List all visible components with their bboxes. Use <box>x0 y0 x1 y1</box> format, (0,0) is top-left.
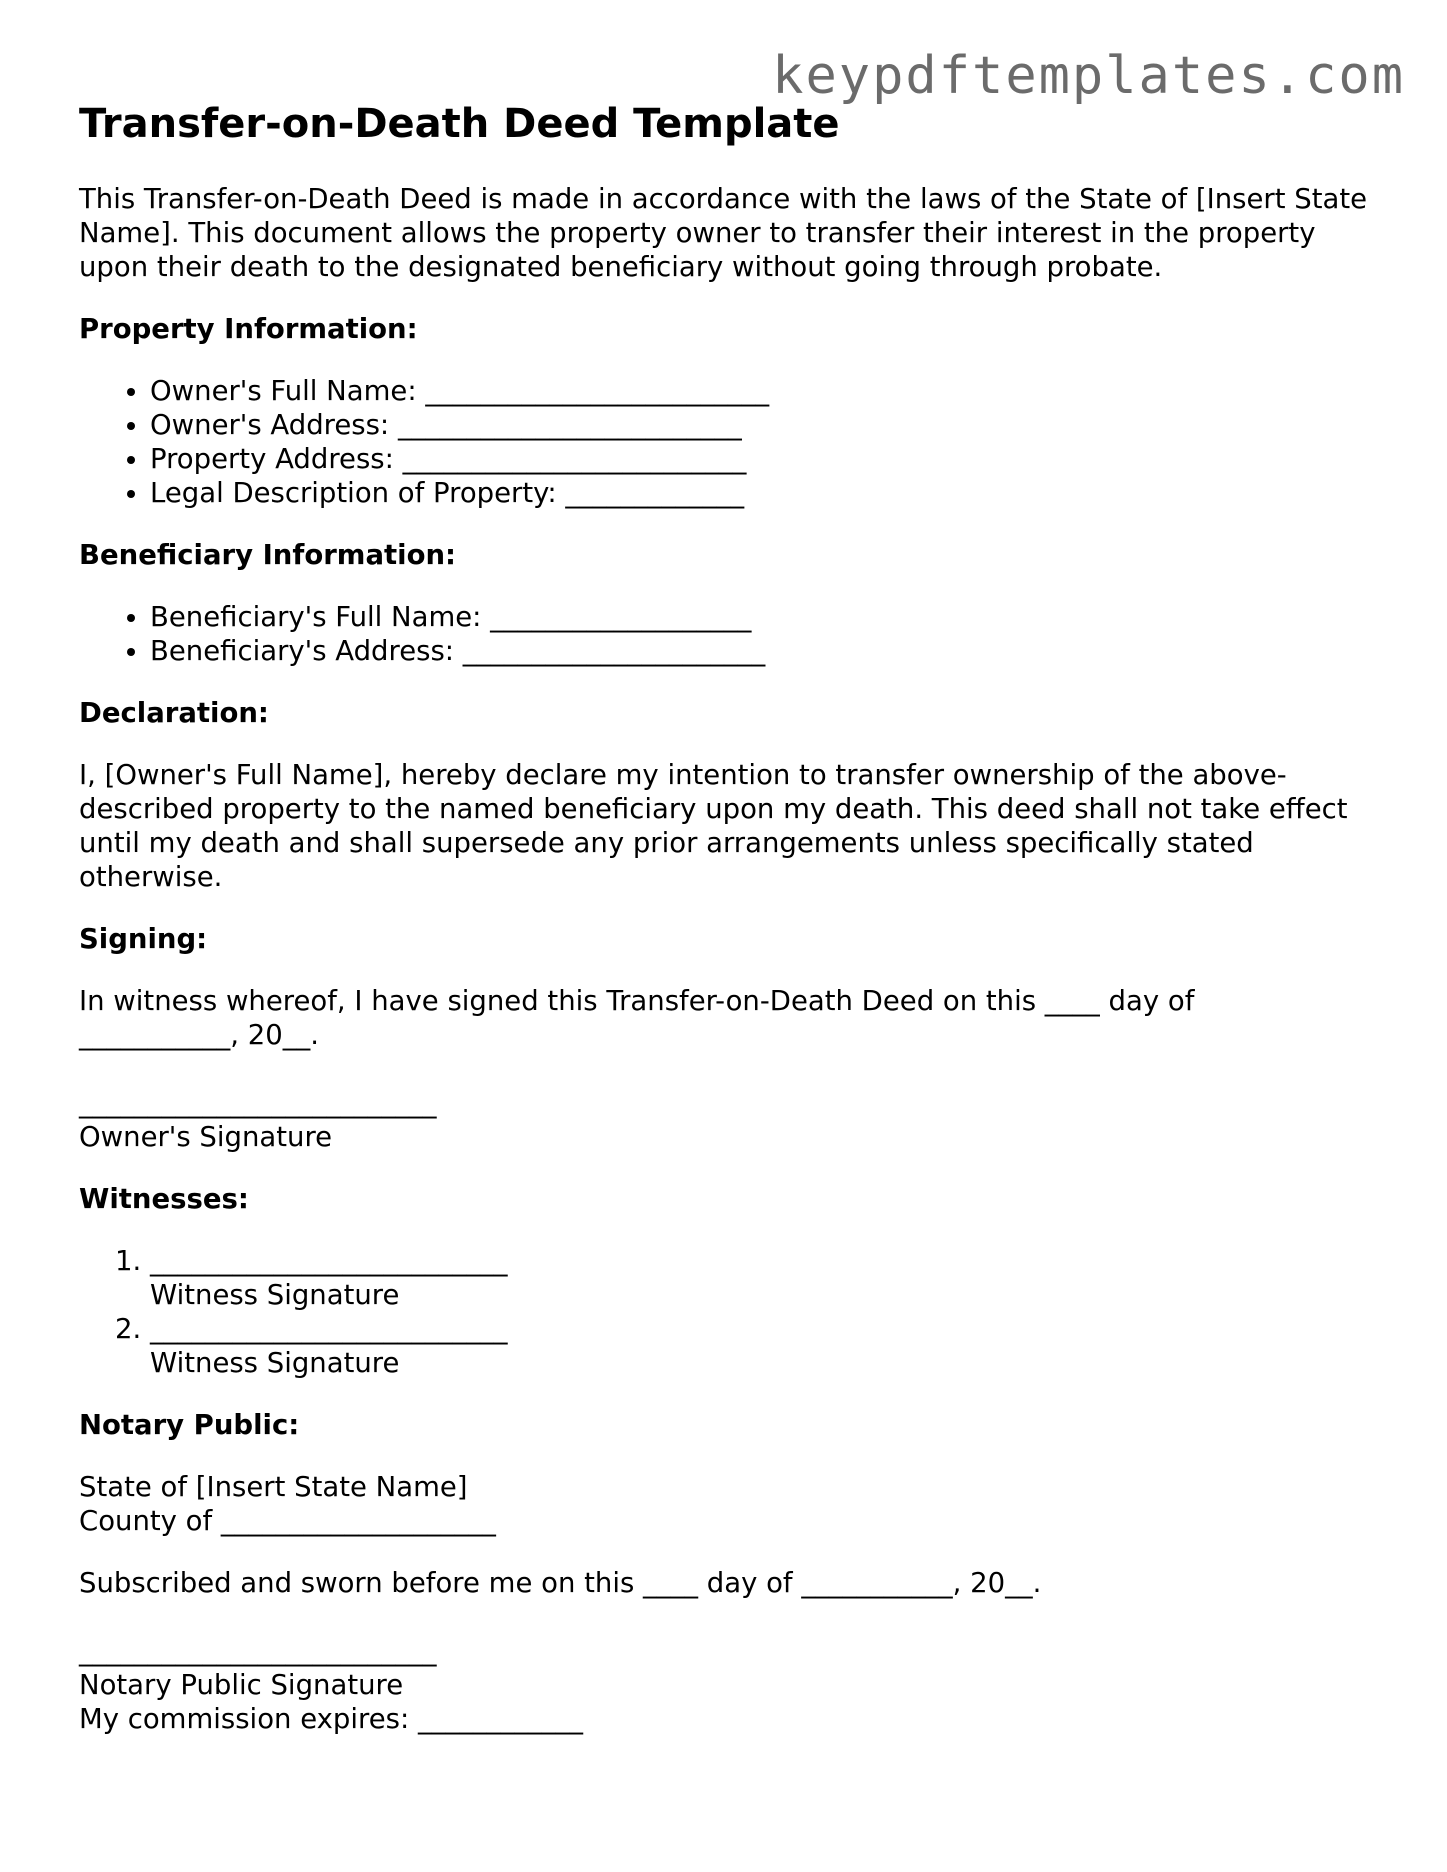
witnesses-list <box>79 1244 1369 1380</box>
witnesses-heading: Witnesses: <box>79 1183 249 1215</box>
beneficiary-list <box>79 600 1369 668</box>
witness-signature-label: Witness Signature <box>150 1279 400 1311</box>
notary-signature-block <box>79 1634 1369 1736</box>
notary-state: State of [Insert State Name] <box>79 1471 468 1503</box>
notary-commission-expires: My commission expires: ____________ <box>79 1703 583 1735</box>
property-heading: Property Information: <box>79 313 418 345</box>
beneficiary-item-name: • Beneficiary's Full Name: ___________________ <box>150 600 1369 634</box>
signing-line-2: ___________, 20__. <box>79 1019 319 1051</box>
witness-item <box>150 1312 1369 1380</box>
notary-county: County of ____________________ <box>79 1505 496 1537</box>
owner-signature-line: __________________________ <box>79 1087 437 1119</box>
notary-heading: Notary Public: <box>79 1409 300 1441</box>
notary-venue <box>79 1470 1369 1538</box>
watermark: keypdftemplates.com <box>772 46 1405 106</box>
property-item-legal-description: • Legal Description of Property: _____________ <box>150 476 1369 510</box>
owner-signature-block <box>79 1086 1369 1154</box>
witness-signature-label: Witness Signature <box>150 1347 400 1379</box>
notary-signature-line: __________________________ <box>79 1635 437 1667</box>
declaration-heading: Declaration: <box>79 697 269 729</box>
property-item-owner-address: • Owner's Address: _________________________ <box>150 408 1369 442</box>
owner-signature-label: Owner's Signature <box>79 1121 333 1153</box>
notary-sworn-statement: Subscribed and sworn before me on this ____ day of ___________, 20__. <box>79 1567 1042 1599</box>
notary-signature-label: Notary Public Signature <box>79 1669 404 1701</box>
beneficiary-item-address: • Beneficiary's Address: ______________________ <box>150 634 1369 668</box>
document <box>79 96 1369 1764</box>
intro-paragraph: This Transfer-on-Death Deed is made in accordance with the laws of the State of [Insert State Name]. This document allows the property owner to transfer their interest in the property upon their death to the designated beneficiary without going through probate. <box>79 183 1368 283</box>
document-title: Transfer-on-Death Deed Template <box>79 101 840 147</box>
signing-statement <box>79 984 1369 1052</box>
witness-signature-line: 2. __________________________ <box>150 1313 508 1345</box>
witness-item <box>150 1244 1369 1312</box>
signing-heading: Signing: <box>79 923 208 955</box>
property-list <box>79 374 1369 510</box>
signing-line-1: In witness whereof, I have signed this Transfer-on-Death Deed on this ____ day of <box>79 985 1195 1017</box>
beneficiary-heading: Beneficiary Information: <box>79 539 457 571</box>
property-item-owner-name: • Owner's Full Name: _________________________ <box>150 374 1369 408</box>
declaration-text: I, [Owner's Full Name], hereby declare my intention to transfer ownership of the above-described property to the named beneficiary upon my death. This deed shall not take effect until my death and shall supersede any prior arrangements unless specifically stated otherwise. <box>79 759 1348 893</box>
property-item-property-address: • Property Address: _________________________ <box>150 442 1369 476</box>
witness-signature-line: 1. __________________________ <box>150 1245 508 1277</box>
